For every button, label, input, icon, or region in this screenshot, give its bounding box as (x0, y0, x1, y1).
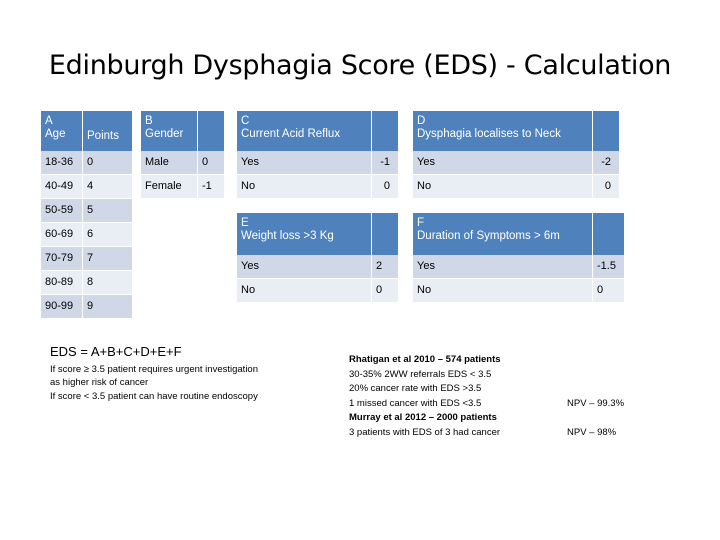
points-cell: 6 (83, 223, 133, 247)
table-row (41, 271, 133, 295)
header-weight-loss-points (372, 213, 399, 255)
points-cell: 9 (83, 295, 133, 319)
header-acid-reflux-points (372, 111, 399, 151)
header-acid-reflux (237, 111, 372, 151)
neck-cell: Yes (413, 151, 593, 175)
weight-cell: Yes (237, 255, 372, 279)
table-row (41, 151, 133, 175)
header-duration-label: Duration of Symptoms > 6m (417, 230, 560, 242)
reference-line: 3 patients with EDS of 3 had cancer (349, 427, 501, 438)
npv-rhatigan: NPV – 99.3% (567, 398, 625, 409)
age-cell: 60-69 (41, 223, 83, 247)
reference-line: 20% cancer rate with EDS >3.5 (349, 383, 482, 394)
header-points-label: Points (87, 130, 119, 142)
header-gender (141, 111, 198, 151)
points-cell: 2 (372, 255, 399, 279)
table-row (41, 247, 133, 271)
points-cell: 0 (198, 151, 225, 175)
table-row (413, 175, 620, 199)
header-dysphagia-neck-letter: D (417, 115, 426, 127)
header-age-label: Age (45, 128, 66, 140)
header-gender-points (198, 111, 225, 151)
points-cell: 0 (593, 175, 620, 199)
points-cell: 8 (83, 271, 133, 295)
table-row (413, 279, 625, 303)
header-age (41, 111, 83, 151)
eds-formula: EDS = A+B+C+D+E+F (50, 344, 182, 359)
header-weight-loss-label: Weight loss >3 Kg (241, 230, 334, 242)
slide-title: Edinburgh Dysphagia Score (EDS) - Calculation (48, 50, 672, 81)
table-row (141, 151, 225, 175)
duration-cell: Yes (413, 255, 593, 279)
neck-cell: No (413, 175, 593, 199)
table-row (237, 151, 399, 175)
points-cell: 4 (83, 175, 133, 199)
reference-line: 30-35% 2WW referrals EDS < 3.5 (349, 369, 492, 380)
reflux-cell: Yes (237, 151, 372, 175)
header-dysphagia-neck-label: Dysphagia localises to Neck (417, 128, 561, 140)
table-row (237, 279, 399, 303)
header-gender-letter: B (145, 115, 153, 127)
header-acid-reflux-letter: C (241, 115, 250, 127)
note-higher-risk: as higher risk of cancer (50, 377, 149, 388)
table-row (237, 175, 399, 199)
header-duration-letter: F (417, 217, 425, 229)
points-cell: 0 (372, 175, 399, 199)
gender-cell: Female (141, 175, 198, 199)
header-duration-points (593, 213, 625, 255)
table-row (413, 255, 625, 279)
note-urgent: If score ≥ 3.5 patient requires urgent investigation (50, 364, 258, 375)
table-row (41, 223, 133, 247)
header-weight-loss-letter: E (241, 217, 249, 229)
header-weight-loss (237, 213, 372, 255)
age-cell: 70-79 (41, 247, 83, 271)
points-cell: 0 (372, 279, 399, 303)
table-row (41, 295, 133, 319)
reference-line: 1 missed cancer with EDS <3.5 (349, 398, 482, 409)
note-routine: If score < 3.5 patient can have routine endoscopy (50, 391, 258, 402)
header-duration (413, 213, 593, 255)
header-points (83, 111, 133, 151)
age-cell: 40-49 (41, 175, 83, 199)
age-cell: 90-99 (41, 295, 83, 319)
table-row (141, 175, 225, 199)
points-cell: -2 (593, 151, 620, 175)
gender-cell: Male (141, 151, 198, 175)
table-row (237, 255, 399, 279)
table-row (41, 175, 133, 199)
header-acid-reflux-label: Current Acid Reflux (241, 128, 341, 140)
points-cell: 7 (83, 247, 133, 271)
reference-line: Murray et al 2012 – 2000 patients (349, 412, 497, 423)
header-age-letter: A (45, 115, 53, 127)
points-cell: -1.5 (593, 255, 625, 279)
weight-cell: No (237, 279, 372, 303)
header-dysphagia-neck (413, 111, 593, 151)
age-cell: 50-59 (41, 199, 83, 223)
duration-cell: No (413, 279, 593, 303)
points-cell: -1 (372, 151, 399, 175)
points-cell: -1 (198, 175, 225, 199)
points-cell: 0 (83, 151, 133, 175)
points-cell: 5 (83, 199, 133, 223)
table-row (413, 151, 620, 175)
reference-line: Rhatigan et al 2010 – 574 patients (349, 354, 501, 365)
reflux-cell: No (237, 175, 372, 199)
header-gender-label: Gender (145, 128, 184, 140)
table-row (41, 199, 133, 223)
age-cell: 18-36 (41, 151, 83, 175)
header-dysphagia-neck-points (593, 111, 620, 151)
points-cell: 0 (593, 279, 625, 303)
age-cell: 80-89 (41, 271, 83, 295)
npv-murray: NPV – 98% (567, 427, 617, 438)
